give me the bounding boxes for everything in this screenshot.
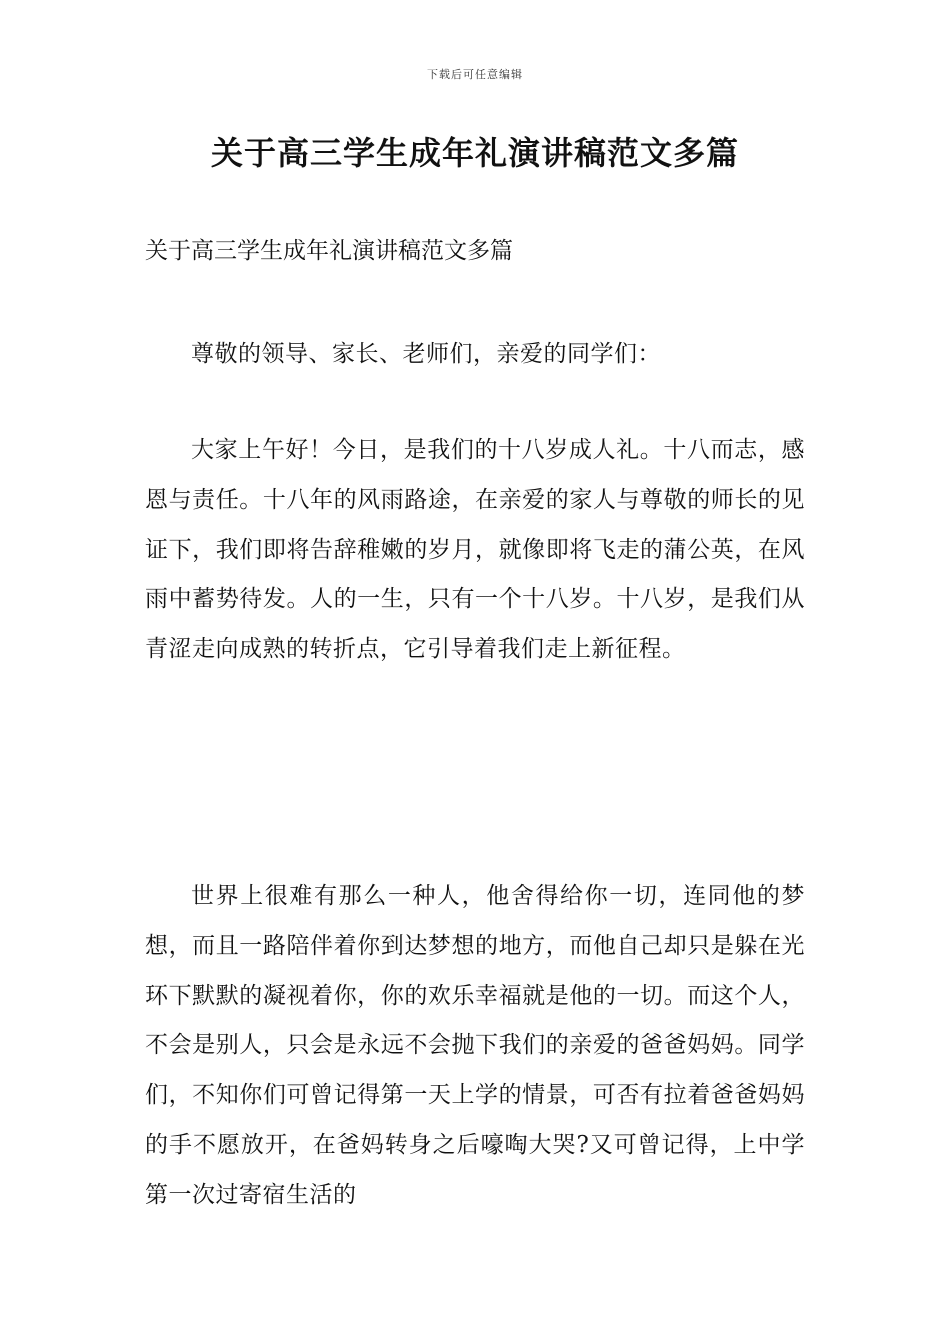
document-subtitle: 关于高三学生成年礼演讲稿范文多篇 <box>145 238 513 264</box>
body-paragraph-2: 世界上很难有那么一种人，他舍得给你一切，连同他的梦想，而且一路陪伴着你到达梦想的地方，而他自己却只是躲在光环下默默的凝视着你，你的欢乐幸福就是他的一切。而这个人，不会是别人，只会是永远不会抛下我们的亲爱的爸爸妈妈。同学们，不知你们可曾记得第一天上学的情景，可否有拉着爸爸妈妈的手不愿放开，在爸妈转身之后嚎啕大哭?又可曾记得，上中学第一次过寄宿生活的 <box>145 883 805 1208</box>
greeting-paragraph: 尊敬的领导、家长、老师们，亲爱的同学们： <box>191 341 661 367</box>
document-title: 关于高三学生成年礼演讲稿范文多篇 <box>210 134 739 172</box>
body-paragraph-1: 大家上午好！今日，是我们的十八岁成人礼。十八而志，感恩与责任。十八年的风雨路途，在亲爱的家人与尊敬的师长的见证下，我们即将告辞稚嫩的岁月，就像即将飞走的蒲公英，在风雨中蓄势待发。人的一生，只有一个十八岁。十八岁，是我们从青涩走向成熟的转折点，它引导着我们走上新征程。 <box>145 437 805 663</box>
header-note: 下载后可任意编辑 <box>427 68 523 81</box>
